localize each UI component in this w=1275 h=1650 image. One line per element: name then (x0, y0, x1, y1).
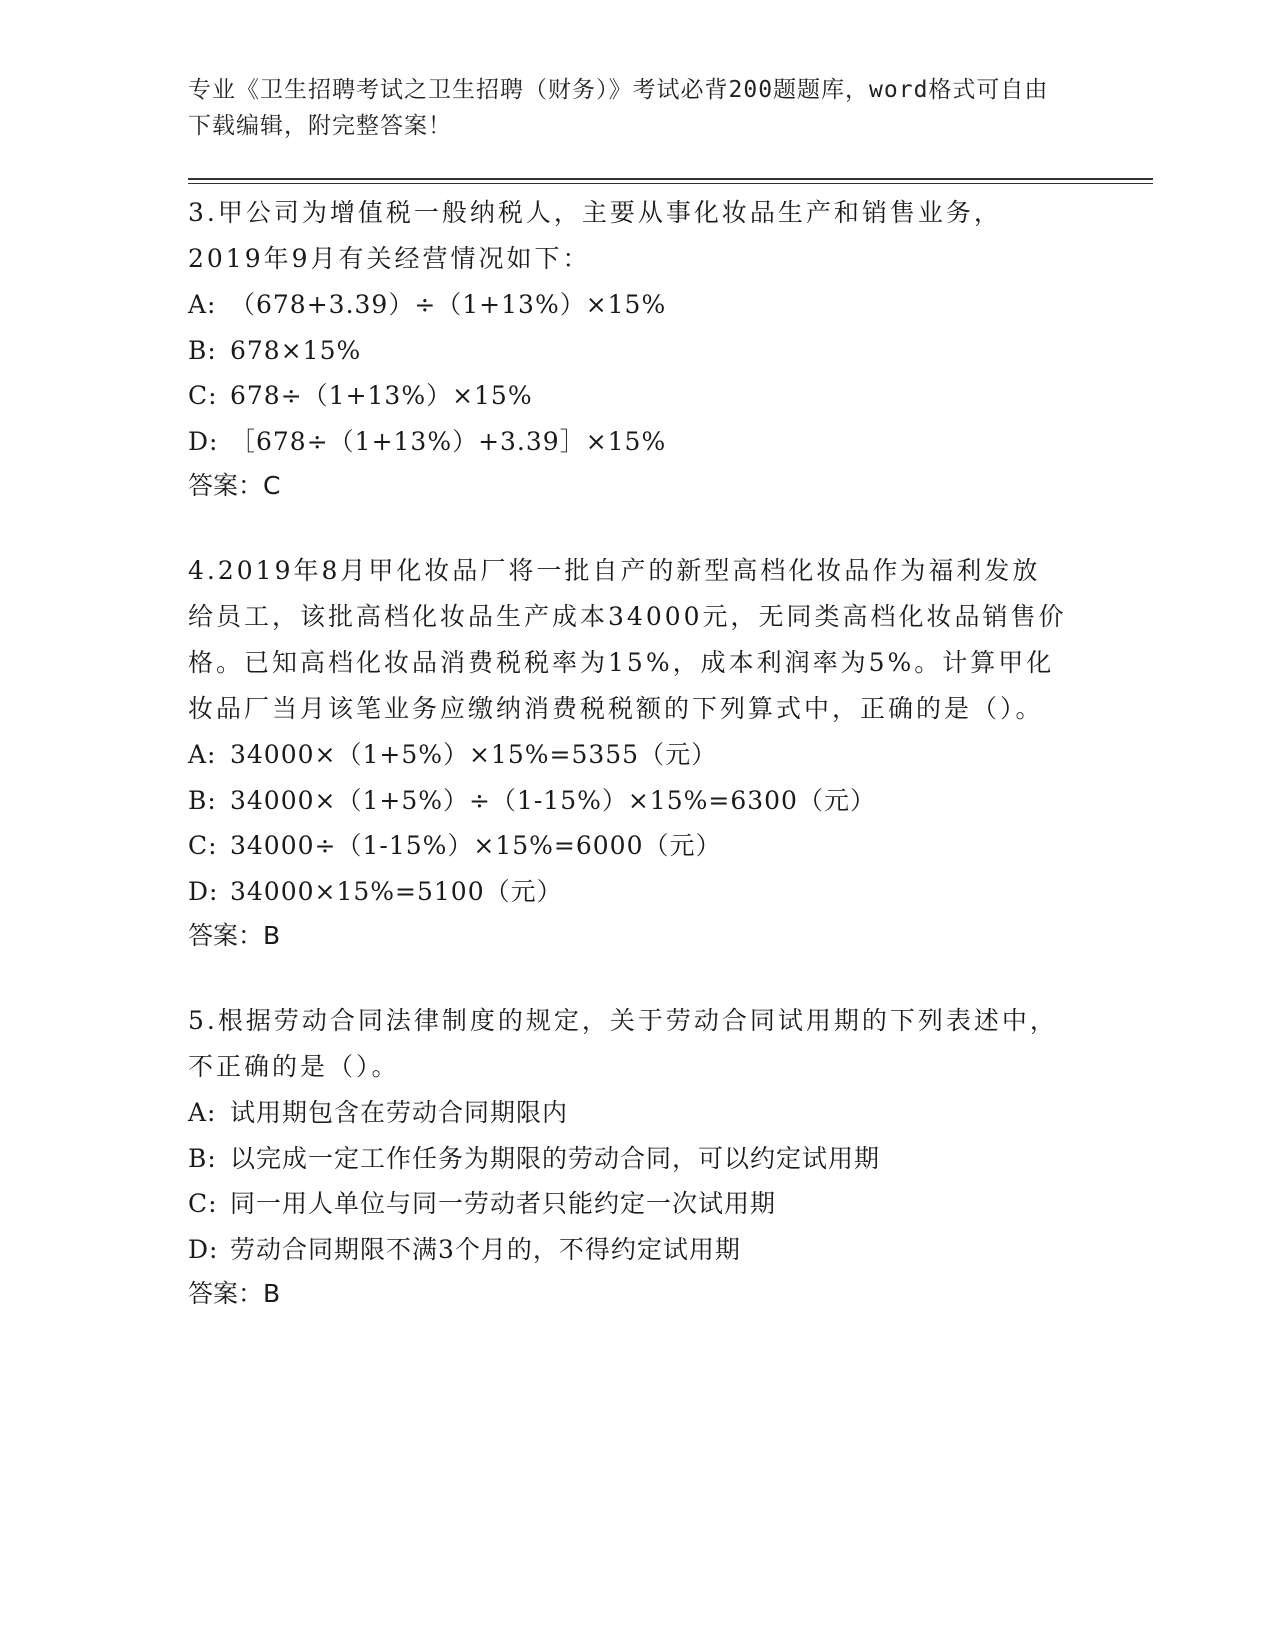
option-text: 以完成一定工作任务为期限的劳动合同，可以约定试用期 (230, 1143, 881, 1173)
option-letter: B: (188, 1143, 217, 1173)
option-d (188, 1227, 1068, 1273)
option-letter: B: (188, 335, 217, 365)
question-list (188, 190, 1068, 1356)
option-letter: D: (188, 426, 219, 456)
option-text: 34000×（1+5%）÷（1-15%）×15%=6300（元） (230, 785, 876, 815)
option-letter: A: (188, 290, 217, 319)
option-letter: C: (188, 381, 218, 410)
option-letter: B: (188, 785, 217, 815)
question-stem: 5.根据劳动合同法律制度的规定，关于劳动合同试用期的下列表述中，不正确的是（）。 (188, 1006, 1058, 1081)
question-3 (188, 190, 1068, 508)
option-a (188, 282, 1068, 328)
option-d (188, 419, 1068, 465)
answer-line: 答案：B (188, 921, 281, 950)
option-letter: A: (188, 1098, 217, 1127)
header-divider-thick (188, 178, 1153, 180)
option-letter: A: (188, 740, 217, 769)
document-header: 专业《卫生招聘考试之卫生招聘（财务）》考试必背200题题库，word格式可自由下载编辑，附完整答案！ (188, 77, 1049, 139)
option-text: ［678÷（1+13%）+3.39］×15% (230, 426, 667, 456)
option-c (188, 1181, 1068, 1227)
header-divider-thin (188, 183, 1153, 184)
option-text: 678÷（1+13%）×15% (230, 381, 533, 410)
question-stem: 4.2019年8月甲化妆品厂将一批自产的新型高档化妆品作为福利发放给员工，该批高档化妆品生产成本34000元，无同类高档化妆品销售价格。已知高档化妆品消费税税率为15%，成本利润率为5%。计算甲化妆品厂当月该笔业务应缴纳消费税税额的下列算式中，正确的是（）。 (188, 556, 1067, 723)
option-text: 试用期包含在劳动合同期限内 (230, 1098, 569, 1127)
answer-line: 答案：B (188, 1279, 281, 1308)
option-text: 34000×（1+5%）×15%=5355（元） (230, 740, 718, 769)
option-letter: C: (188, 1189, 218, 1218)
answer-line: 答案：C (188, 471, 281, 500)
option-text: （678+3.39）÷（1+13%）×15% (230, 290, 667, 319)
question-5 (188, 998, 1068, 1316)
question-4 (188, 548, 1068, 958)
option-text: 678×15% (230, 335, 362, 365)
option-a (188, 1090, 1068, 1136)
option-letter: D: (188, 876, 219, 906)
option-b (188, 328, 1068, 374)
option-d (188, 869, 1068, 915)
option-text: 同一用人单位与同一劳动者只能约定一次试用期 (230, 1189, 777, 1218)
option-text: 34000÷（1-15%）×15%=6000（元） (230, 831, 722, 860)
option-b (188, 778, 1068, 824)
option-c (188, 823, 1068, 869)
option-a (188, 732, 1068, 778)
option-b (188, 1136, 1068, 1182)
option-c (188, 373, 1068, 419)
question-stem: 3.甲公司为增值税一般纳税人，主要从事化妆品生产和销售业务，2019年9月有关经营情况如下： (188, 198, 1002, 273)
option-text: 劳动合同期限不满3个月的，不得约定试用期 (230, 1234, 741, 1264)
option-letter: C: (188, 831, 218, 860)
option-letter: D: (188, 1234, 219, 1264)
option-text: 34000×15%=5100（元） (230, 876, 563, 906)
